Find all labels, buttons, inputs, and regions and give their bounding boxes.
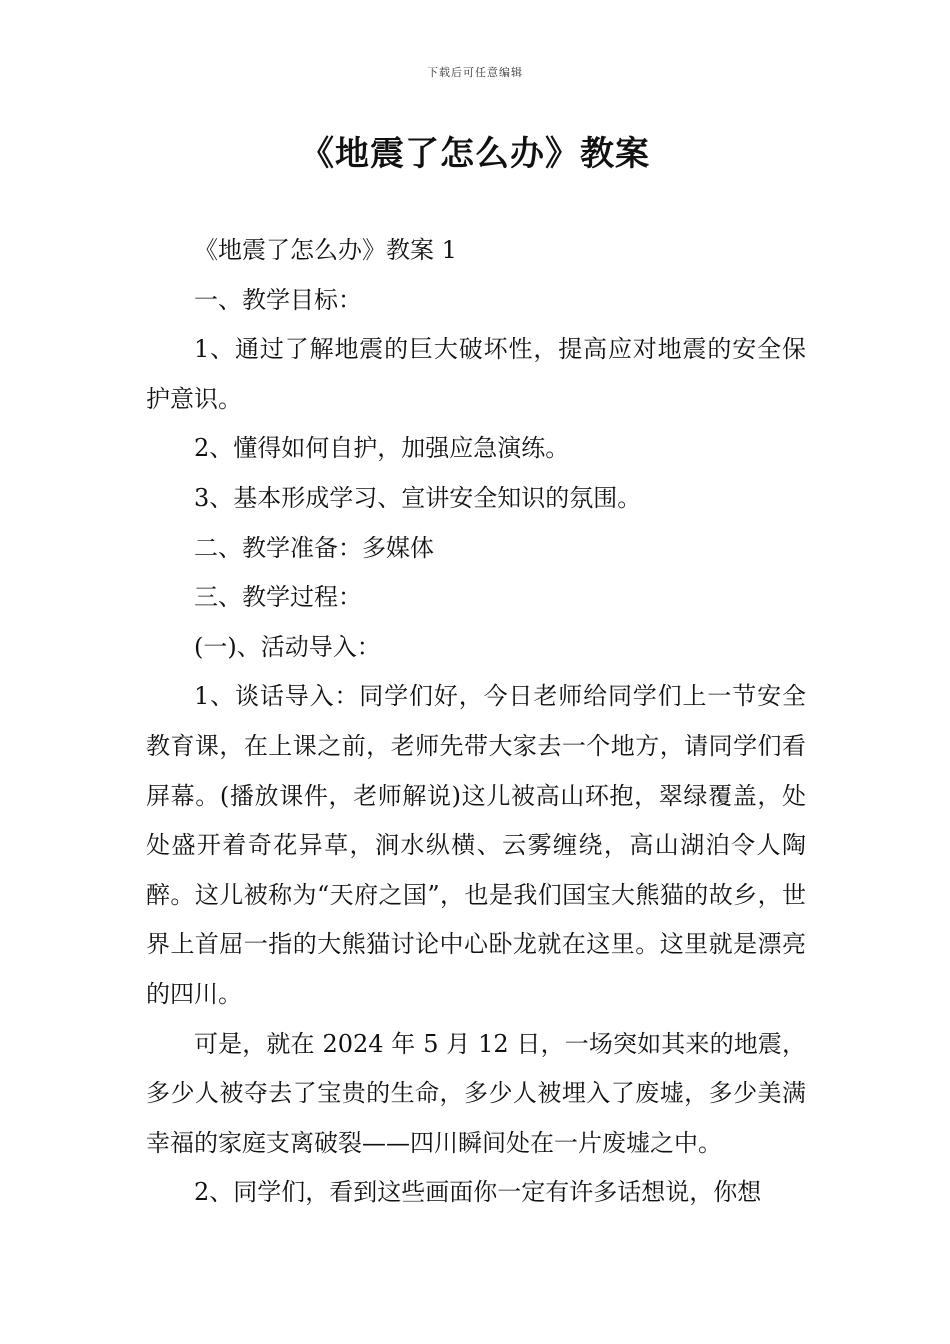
objective-item: 1、通过了解地震的巨大破坏性，提高应对地震的安全保护意识。 — [146, 335, 806, 413]
body-paragraph: 可是，就在 2024 年 5 月 12 日，一场突如其来的地震，多少人被夺去了宝贵的生命，多少人被埋入了废墟，多少美满幸福的家庭支离破裂——四川瞬间处在一片废墟之中。 — [146, 1029, 806, 1157]
activity-heading: (一)、活动导入： — [194, 632, 381, 661]
body-paragraph: 2、同学们，看到这些画面你一定有许多话想说，你想 — [194, 1178, 762, 1207]
preparation-heading: 二、教学准备：多媒体 — [194, 533, 434, 562]
document-body — [146, 226, 806, 1218]
header-note: 下载后可任意编辑 — [427, 66, 523, 79]
body-paragraph: 1、谈话导入：同学们好，今日老师给同学们上一节安全教育课，在上课之前，老师先带大家去一个地方，请同学们看屏幕。(播放课件，老师解说)这儿被高山环抱，翠绿覆盖，处处盛开着奇花异草，涧水纵横、云雾缠绕，高山湖泊令人陶醉。这儿被称为“天府之国”，也是我们国宝大熊猫的故乡，世界上首屈一指的大熊猫讨论中心卧龙就在这里。这里就是漂亮的四川。 — [146, 682, 806, 1008]
objective-item: 2、懂得如何自护，加强应急演练。 — [194, 434, 570, 463]
process-heading: 三、教学过程： — [194, 583, 362, 612]
objective-item: 3、基本形成学习、宣讲安全知识的氛围。 — [194, 483, 642, 512]
section-heading: 《地震了怎么办》教案 1 — [194, 236, 457, 264]
objectives-heading: 一、教学目标： — [194, 285, 362, 314]
document-title: 《地震了怎么办》教案 — [300, 134, 650, 174]
